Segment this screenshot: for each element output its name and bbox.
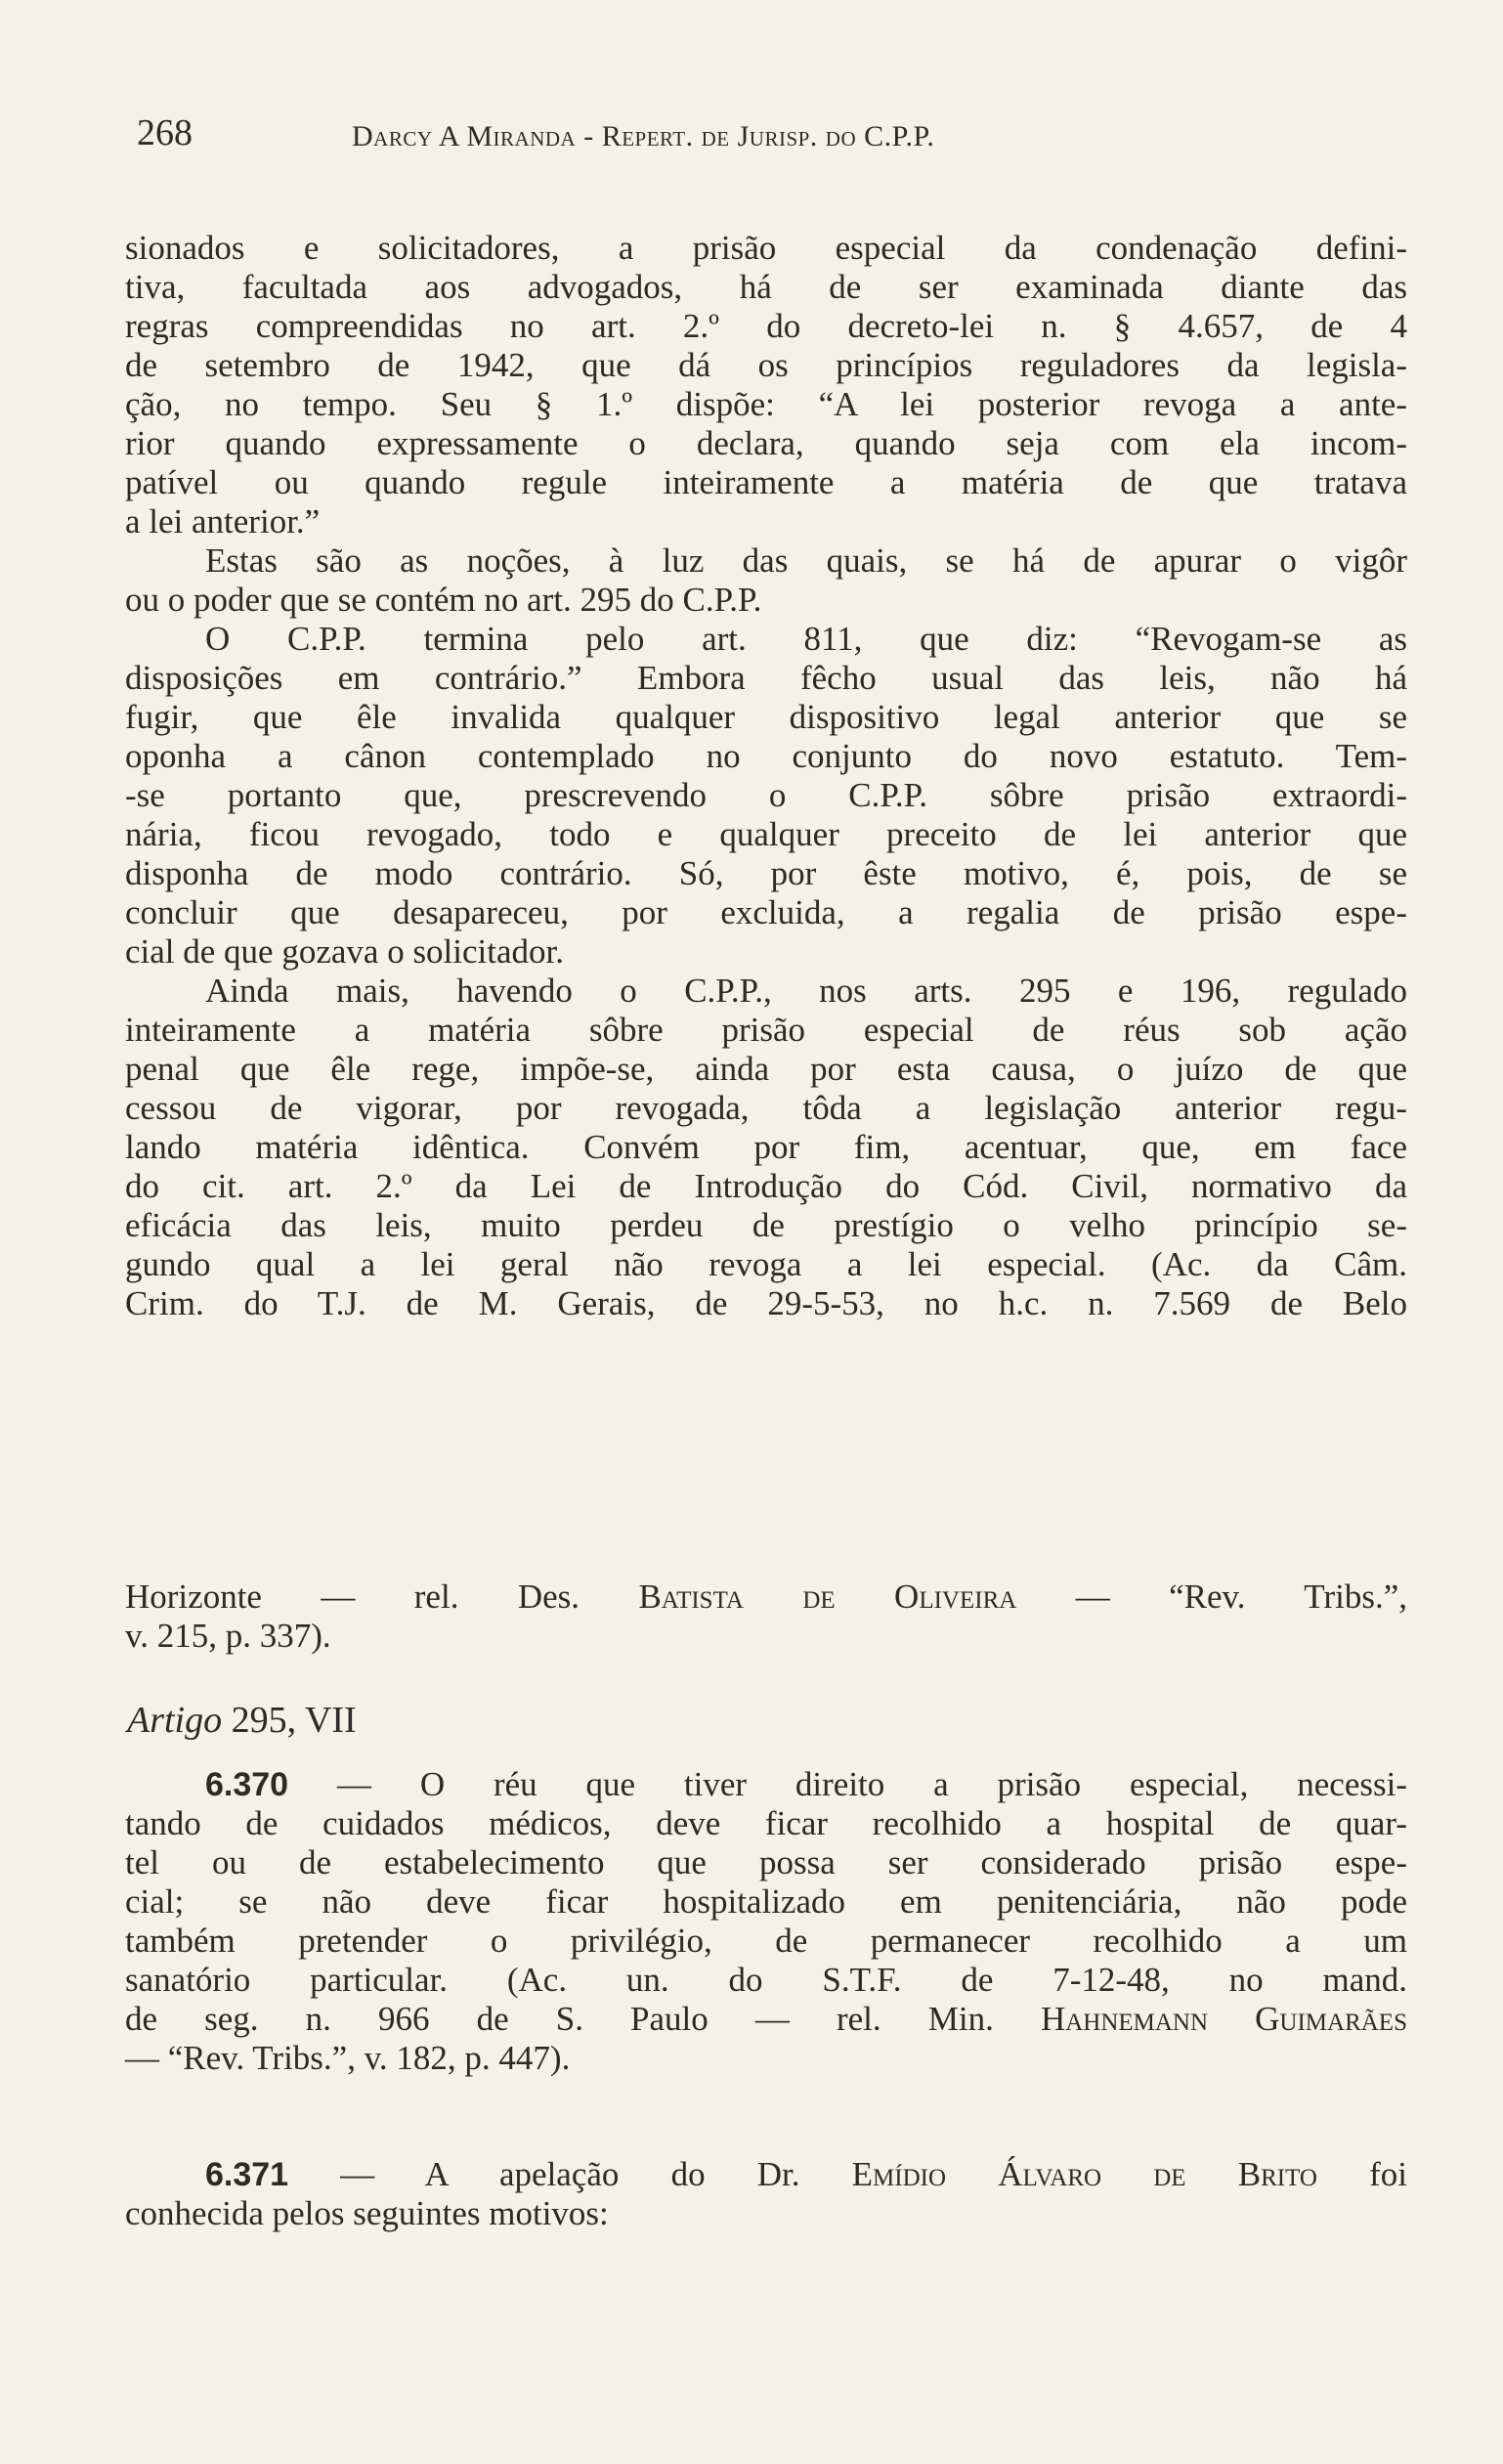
running-head: Darcy A Miranda - Repert. de Jurisp. do C.P.P. <box>352 120 935 152</box>
text-line: de setembro de 1942, que dá os princípios reguladores da legisla- <box>125 346 1407 384</box>
judge-name: Hahnemann Guimarães <box>1040 2000 1407 2038</box>
text-line: Ainda mais, havendo o C.P.P., nos arts. 295 e 196, regulado <box>205 972 1407 1010</box>
text-line: oponha a cânon contemplado no conjunto do novo estatuto. Tem- <box>125 737 1407 775</box>
text-line: O C.P.P. termina pelo art. 811, que diz: “Revogam-se as <box>205 620 1407 658</box>
entry-6371-first-line <box>205 2155 1407 2194</box>
entry-number: 6.371 <box>205 2156 289 2193</box>
text-line: gundo qual a lei geral não revoga a lei especial. (Ac. da Câm. <box>125 1245 1407 1283</box>
text-line: eficácia das leis, muito perdeu de prestígio o velho princípio se- <box>125 1206 1407 1244</box>
text-line: Estas são as noções, à luz das quais, se há de apurar o vigôr <box>205 541 1407 580</box>
text-line: — “Rev. Tribs.”, v. 182, p. 447). <box>125 2039 571 2077</box>
text-line: tando de cuidados médicos, deve ficar recolhido a hospital de quar- <box>125 1804 1407 1842</box>
text-line: conhecida pelos seguintes motivos: <box>125 2194 609 2232</box>
text-line: do cit. art. 2.º da Lei de Introdução do Cód. Civil, normativo da <box>125 1167 1407 1205</box>
text-line: nária, ficou revogado, todo e qualquer preceito de lei anterior que <box>125 815 1407 853</box>
text-span: — O réu que tiver direito a prisão especial, necessi- <box>288 1765 1407 1803</box>
text-span: de seg. n. 966 de S. Paulo — rel. Min. <box>125 2000 1041 2038</box>
text-line <box>125 1578 1407 1617</box>
text-line: a lei anterior.” <box>125 502 321 540</box>
text-line: Crim. do T.J. de M. Gerais, de 29-5-53, no h.c. n. 7.569 de Belo <box>125 1284 1407 1322</box>
text-line: cial de que gozava o solicitador. <box>125 932 565 971</box>
text-span: — A apelação do Dr. <box>288 2155 852 2193</box>
text-line: inteiramente a matéria sôbre prisão especial de réus sob ação <box>125 1011 1407 1049</box>
text-line: cial; se não deve ficar hospitalizado em penitenciária, não pode <box>125 1882 1407 1921</box>
text-line: ção, no tempo. Seu § 1.º dispõe: “A lei posterior revoga a ante- <box>125 385 1407 423</box>
text-line: disposições em contrário.” Embora fêcho usual das leis, não há <box>125 659 1407 697</box>
text-span: — “Rev. Tribs.”, <box>1016 1578 1407 1616</box>
text-line: disponha de modo contrário. Só, por êste motivo, é, pois, de se <box>125 854 1407 892</box>
text-line: fugir, que êle invalida qualquer dispositivo legal anterior que se <box>125 698 1407 736</box>
section-heading-rest: 295, VII <box>222 1700 357 1741</box>
text-line: sionados e solicitadores, a prisão especial da condenação defini- <box>125 229 1407 267</box>
text-line: lando matéria idêntica. Convém por fim, acentuar, que, em face <box>125 1128 1407 1166</box>
text-line: tel ou de estabelecimento que possa ser considerado prisão espe- <box>125 1843 1407 1881</box>
text-span: Horizonte — rel. Des. <box>125 1578 639 1616</box>
text-line: penal que êle rege, impõe-se, ainda por esta causa, o juízo de que <box>125 1050 1407 1088</box>
text-line: ou o poder que se contém no art. 295 do C.P.P. <box>125 581 762 619</box>
text-line: v. 215, p. 337). <box>125 1617 331 1655</box>
judge-name: Batista de Oliveira <box>638 1578 1017 1616</box>
text-line: também pretender o privilégio, de permanecer recolhido a um <box>125 1922 1407 1960</box>
text-line: -se portanto que, prescrevendo o C.P.P. sôbre prisão extraordi- <box>125 776 1407 814</box>
text-span: foi <box>1316 2155 1407 2193</box>
section-heading-italic: Artigo <box>127 1700 223 1741</box>
text-line: patível ou quando regule inteiramente a matéria de que tratava <box>125 463 1407 501</box>
person-name: Emídio Álvaro de Brito <box>851 2155 1317 2193</box>
text-line: tiva, facultada aos advogados, há de ser examinada diante das <box>125 268 1407 306</box>
text-line: sanatório particular. (Ac. un. do S.T.F. de 7-12-48, no mand. <box>125 1961 1407 1999</box>
entry-6370-first-line <box>205 1765 1407 1804</box>
text-line: rior quando expressamente o declara, quando seja com ela incom- <box>125 424 1407 462</box>
text-line: regras compreendidas no art. 2.º do decreto-lei n. § 4.657, de 4 <box>125 307 1407 345</box>
text-line: concluir que desapareceu, por excluida, a regalia de prisão espe- <box>125 893 1407 931</box>
section-heading <box>127 1699 357 1742</box>
entry-number: 6.370 <box>205 1766 289 1803</box>
text-line <box>125 2000 1407 2039</box>
page-number: 268 <box>137 112 193 153</box>
text-line: cessou de vigorar, por revogada, tôda a legislação anterior regu- <box>125 1089 1407 1127</box>
